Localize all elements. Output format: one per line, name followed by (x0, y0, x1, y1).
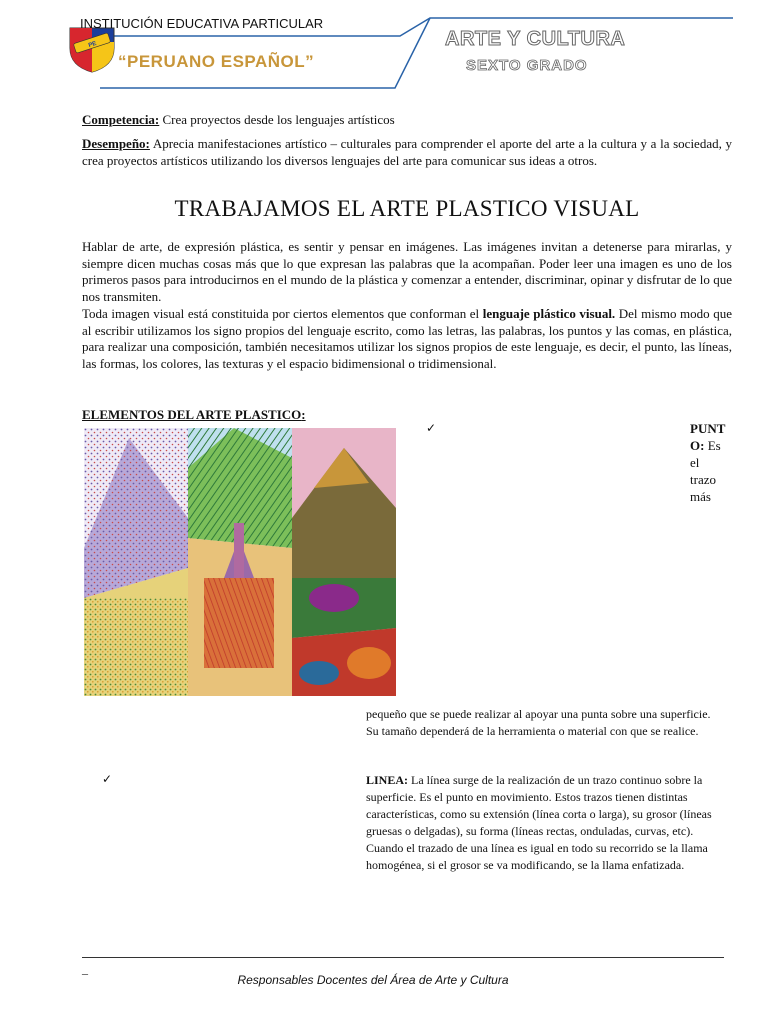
footer-text: Responsables Docentes del Área de Arte y Cultura (237, 973, 509, 987)
punto-text-1: Es (704, 438, 721, 453)
svg-text:PE: PE (87, 40, 98, 49)
punto-label-line1: PUNT (690, 421, 726, 436)
elements-heading (82, 407, 306, 423)
body-p2-start: Toda imagen visual está constituida por ciertos elementos que conforman el (82, 306, 483, 321)
punto-text-2: el (690, 455, 700, 470)
footer-divider (82, 957, 724, 958)
school-name: “PERUANO ESPAÑOL” (118, 52, 315, 71)
punto-column (690, 420, 738, 505)
body-p2-end: Del mismo modo que al escribir utilizamos los signo propios del lenguaje escrito, como las letras, las palabras, los puntos y las comas, en plástica, para realizar una composición, también necesitamos utilizar los signos propios de este lenguaje, es decir, el punto, las líneas, las formas, los colores, las texturas y el espacio bidimensional o tridimensional. (82, 306, 732, 371)
page-title: TRABAJAMOS EL ARTE PLASTICO VISUAL (174, 196, 640, 221)
desempeno-label: Desempeño: (82, 136, 150, 151)
body-paragraph-2 (82, 306, 732, 372)
checkmark-icon: ✓ (426, 421, 437, 435)
grade-label: SEXTO GRADO (466, 57, 588, 74)
linea-label: LINEA: (366, 773, 409, 787)
body-p2-bold: lenguaje plástico visual. (482, 306, 616, 321)
linea-text: La línea surge de la realización de un trazo continuo sobre la superficie. Es el punto en movimiento. Estos trazos tienen distintas características, como su extensión (línea corta o larga), su grosor (líneas gruesas o delgadas), su forma (líneas rectas, onduladas, curvas, etc). Cuando el trazado de una línea es igual en todo su recorrido se la llama homogénea, si el grosor se va modificando, se la llama enfatizada. (366, 773, 712, 872)
desempeno-paragraph (82, 136, 732, 169)
art-landscape-image (84, 428, 396, 696)
elements-heading-colon: : (301, 407, 306, 422)
linea-paragraph (366, 772, 731, 874)
elements-heading-text: ELEMENTOS DEL ARTE PLASTICO (82, 407, 302, 422)
punto-continuation: pequeño que se puede realizar al apoyar una punta sobre una superficie. Su tamaño dependerá de la herramienta o material con que se realice. (366, 707, 711, 738)
footer-dash: _ (82, 962, 88, 976)
institution-label: INSTITUCIÓN EDUCATIVA PARTICULAR (80, 16, 324, 31)
course-title: ARTE Y CULTURA (445, 28, 626, 50)
punto-label-line2: O: (690, 438, 705, 453)
competencia-label: Competencia: (82, 112, 160, 127)
punto-text-4: más (690, 489, 711, 504)
desempeno-text: Aprecia manifestaciones artístico – culturales para comprender el aporte del arte a la cultura y a la sociedad, y crea proyectos artísticos utilizando los diversos lenguajes del arte para comunicar sus ideas a otros. (82, 136, 732, 168)
checkmark-icon: ✓ (102, 772, 113, 786)
competencia-text: Crea proyectos desde los lenguajes artísticos (159, 112, 395, 127)
competencia-paragraph (82, 112, 732, 129)
punto-text-3: trazo (690, 472, 716, 487)
body-paragraph-1: Hablar de arte, de expresión plástica, es sentir y pensar en imágenes. Las imágenes invitan a detenerse para mirarlas, y siempre dicen muchas cosas más que lo que expresan las palabras que la acompañan. Poder leer una imagen es uno de los primeros pasos para introducirnos en el mundo de la plástica y comenzar a entender, discriminar, opinar y disfrutar de lo que nos transmiten. (82, 239, 732, 304)
